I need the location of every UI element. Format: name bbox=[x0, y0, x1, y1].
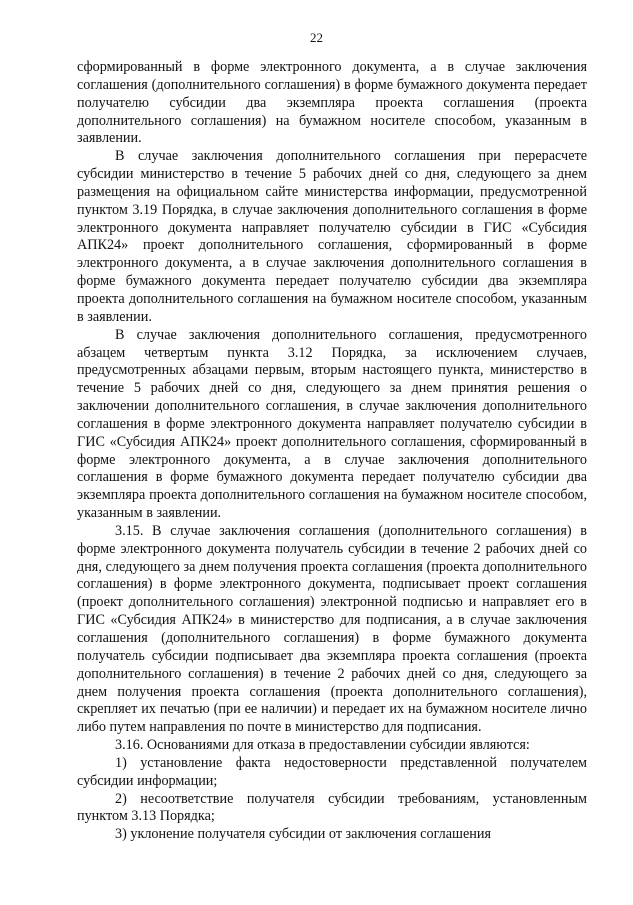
list-item-3: 3) уклонение получателя субсидии от заключения соглашения bbox=[115, 826, 491, 843]
document-body bbox=[77, 59, 587, 844]
list-item-2: 2) несоответствие получателя субсидии требованиям, установленным пунктом 3.13 Порядка; bbox=[77, 790, 587, 825]
paragraph-continuation: сформированный в форме электронного документа, а в случае заключения соглашения (дополнительного соглашения) в форме бумажного документа передает получателю субсидии два экземпляра проекта соглашения (проекта дополнительного соглашения) на бумажном носителе способом, указанным в заявлении. bbox=[77, 59, 587, 147]
paragraph-3-16: 3.16. Основаниями для отказа в предоставлении субсидии являются: bbox=[115, 737, 530, 754]
page-number: 22 bbox=[310, 30, 323, 45]
paragraph-additional-agreement-3-12: В случае заключения дополнительного соглашения, предусмотренного абзацем четвертым пункта 3.12 Порядка, за исключением случаев, предусмотренных абзацами первым, вторым настоящего пункта, министерство в течение 5 рабочих дней со дня, следующего за днем принятия решения о заключении дополнительного соглашения, в случае заключения дополнительного соглашения в форме электронного документа направляет получателю субсидии в ГИС «Субсидия АПК24» проект дополнительного соглашения, сформированный в форме электронного документа, а в случае заключения дополнительного соглашения в форме бумажного документа передает получателю субсидии два экземпляра проекта дополнительного соглашения на бумажном носителе способом, указанным в заявлении. bbox=[77, 326, 587, 522]
paragraph-3-15: 3.15. В случае заключения соглашения (дополнительного соглашения) в форме электронного документа получатель субсидии в течение 2 рабочих дней со дня, следующего за днем получения проекта соглашения (проекта дополнительного соглашения) в форме электронного документа, подписывает проект соглашения (проект дополнительного соглашения) электронной подписью и направляет его в ГИС «Субсидия АПК24» в министерство для подписания, а в случае заключения соглашения (дополнительного соглашения) в форме бумажного документа получатель субсидии подписывает два экземпляра проекта соглашения (проекта дополнительного соглашения) в течение 2 рабочих дней со дня, следующего за днем получения проекта соглашения (проекта дополнительного соглашения), скрепляет их печатью (при ее наличии) и передает их на бумажном носителе лично либо путем направления по почте в министерство для подписания. bbox=[77, 522, 587, 736]
paragraph-additional-agreement-recalculation: В случае заключения дополнительного соглашения при перерасчете субсидии министерство в течение 5 рабочих дней со дня, следующего за днем размещения на официальном сайте министерства информации, предусмотренной пунктом 3.19 Порядка, в случае заключения дополнительного соглашения в форме электронного документа направляет получателю субсидии в ГИС «Субсидия АПК24» проект дополнительного соглашения, сформированный в форме электронного документа, а в случае заключения дополнительного соглашения в форме бумажного документа передает получателю субсидии два экземпляра проекта дополнительного соглашения на бумажном носителе способом, указанным в заявлении. bbox=[77, 148, 587, 325]
list-item-1: 1) установление факта недостоверности представленной получателем субсидии информации; bbox=[77, 754, 587, 789]
